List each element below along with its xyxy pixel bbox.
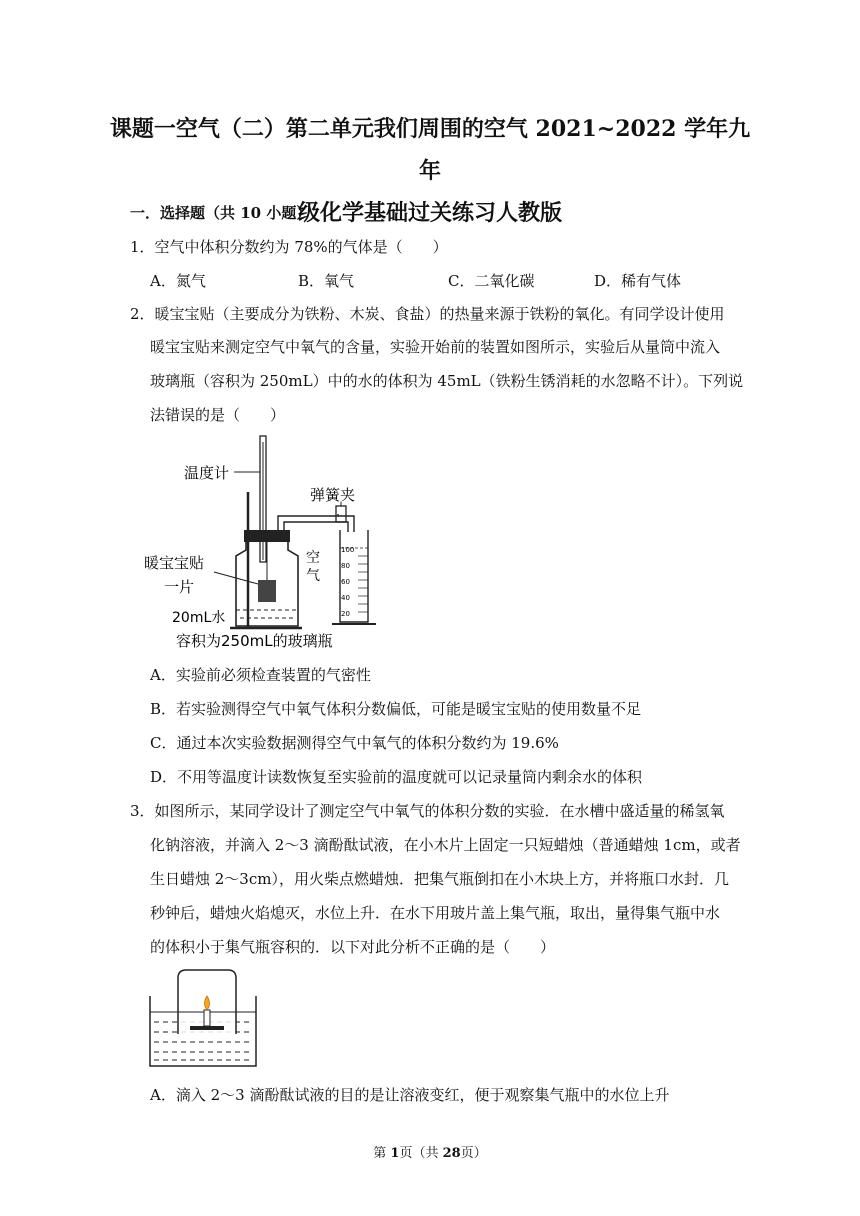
q2-option-c: C．通过本次实验数据测得空气中氧气的体积分数约为 19.6%	[150, 734, 559, 752]
footer-prefix: 第	[373, 1146, 391, 1161]
q2-apparatus-figure	[142, 432, 482, 654]
q2-option-d: D．不用等温度计读数恢复至实验前的温度就可以记录量筒内剩余水的体积	[150, 768, 643, 786]
q2-option-b: B．若实验测得空气中氧气体积分数偏低，可能是暖宝宝贴的使用数量不足	[150, 700, 642, 718]
q1-option-a: A．氮气	[150, 272, 206, 290]
q1-stem: 1．空气中体积分数约为 78%的气体是（ ）	[130, 238, 448, 256]
label-clip: 弹簧夹	[310, 486, 356, 504]
title-line-2: 级化学基础过关练习人教版	[297, 200, 562, 226]
footer-mid: 页（共	[399, 1146, 443, 1161]
q1-option-d: D．稀有气体	[594, 272, 682, 290]
measuring-cylinder	[340, 530, 368, 622]
footer-page-number: 1	[390, 1146, 400, 1161]
q3-stem-line-3: 生日蜡烛 2～3cm），用火柴点燃蜡烛．把集气瓶倒扣在小木块上方，并将瓶口水封．几	[150, 870, 729, 888]
q2-stem-line-4: 法错误的是（ ）	[150, 406, 286, 424]
label-air-2: 气	[306, 568, 320, 584]
q3-stem-line-1: 3．如图所示，某同学设计了测定空气中氧气的体积分数的实验．在水槽中盛适量的稀氢氧	[130, 802, 725, 820]
q2-option-a: A．实验前必须检查装置的气密性	[150, 666, 371, 684]
q2-stem-line-1: 2．暖宝宝贴（主要成分为铁粉、木炭、食盐）的热量来源于铁粉的氧化。有同学设计使用	[130, 305, 725, 323]
q3-option-a: A．滴入 2～3 滴酚酞试液的目的是让溶液变红，便于观察集气瓶中的水位上升	[150, 1086, 670, 1104]
q3-stem-line-2: 化钠溶液，并滴入 2～3 滴酚酞试液，在小木片上固定一只短蜡烛（普通蜡烛 1cm，或者	[150, 836, 741, 854]
wood-block	[190, 1026, 224, 1030]
warm-pad	[258, 580, 276, 602]
label-water: 20mL水	[172, 610, 226, 626]
q1-option-b: B．氧气	[298, 272, 355, 290]
page-footer	[0, 1142, 860, 1161]
footer-suffix: 页）	[460, 1146, 487, 1161]
candle	[204, 1010, 210, 1026]
q1-option-c: C．二氧化碳	[448, 272, 535, 290]
bottle-stopper	[244, 530, 290, 542]
cylinder-tick-100: 100	[341, 546, 355, 554]
label-bottle: 容积为250mL的玻璃瓶	[176, 632, 333, 650]
cylinder-tick-80: 80	[341, 562, 350, 570]
q2-stem-line-3: 玻璃瓶（容积为 250mL）中的水的体积为 45mL（铁粉生锈消耗的水忽略不计）。下列说	[150, 372, 744, 390]
cylinder-tick-60: 60	[341, 578, 350, 586]
q3-stem-line-5: 的体积小于集气瓶容积的．以下对此分析不正确的是（ ）	[150, 938, 556, 956]
footer-total-pages: 28	[442, 1146, 461, 1161]
label-thermometer: 温度计	[184, 464, 230, 482]
q3-candle-figure	[148, 966, 260, 1070]
label-air-1: 空	[306, 550, 320, 566]
section-heading: 一．选择题（共 10 小题）	[130, 204, 312, 222]
label-pad-2: 一片	[164, 578, 195, 596]
label-pad: 暖宝宝贴	[144, 554, 205, 572]
title-line-1: 课题一空气（二）第二单元我们周围的空气 2021~2022 学年九年	[109, 116, 751, 184]
q2-stem-line-2: 暖宝宝贴来测定空气中氧气的含量，实验开始前的装置如图所示，实验后从量筒中流入	[150, 338, 721, 356]
cylinder-tick-40: 40	[341, 594, 350, 602]
q3-stem-line-4: 秒钟后，蜡烛火焰熄灭，水位上升．在水下用玻片盖上集气瓶，取出，量得集气瓶中水	[150, 904, 721, 922]
cylinder-tick-20: 20	[341, 610, 350, 618]
